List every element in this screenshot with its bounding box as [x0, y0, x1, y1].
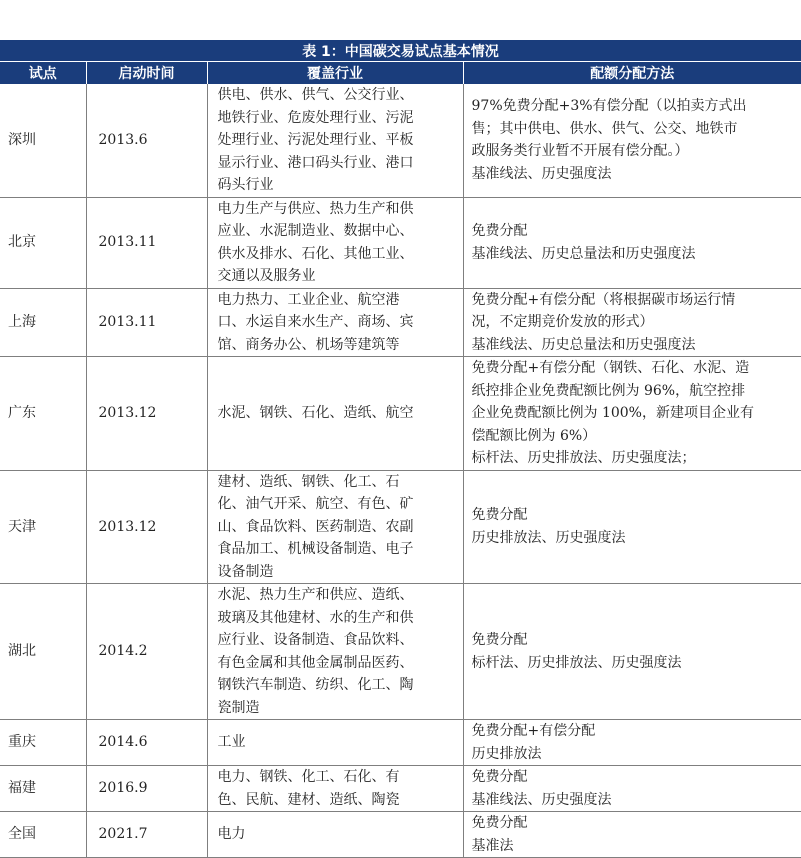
industry-line: 食品加工、机械设备制造、电子 — [217, 541, 414, 557]
cell-city: 全国 — [0, 812, 86, 858]
method-line: 免费分配 — [471, 507, 528, 524]
cell-method — [463, 720, 801, 766]
industry-line: 山、食品饮料、医药制造、农副 — [217, 518, 414, 535]
industry-line: 电力生产与供应、热力生产和供 — [217, 200, 414, 217]
industry-line: 显示行业、港口码头行业、港口 — [217, 154, 414, 171]
table-header-row — [0, 62, 801, 85]
table-row — [0, 197, 801, 288]
industry-line: 水泥、钢铁、石化、造纸、航空 — [217, 405, 414, 421]
cell-city: 天津 — [0, 470, 86, 584]
method-line: 免费分配+有偿分配（钢铁、石化、水泥、造 — [471, 360, 750, 376]
industry-line: 化、油气开采、航空、有色、矿 — [217, 496, 414, 512]
cell-city: 上海 — [0, 288, 86, 357]
header-city: 试点 — [0, 62, 86, 85]
method-line: 免费分配+有偿分配（将根据碳市场运行情 — [471, 291, 736, 308]
cell-start-time: 2013.11 — [86, 288, 207, 357]
cell-city: 深圳 — [0, 84, 86, 197]
industry-line: 应行业、设备制造、食品饮料、 — [217, 632, 414, 648]
cell-city: 北京 — [0, 197, 86, 288]
cell-industry — [207, 584, 463, 720]
industry-line: 工业 — [217, 734, 246, 751]
method-line: 免费分配 — [471, 632, 528, 648]
cell-city: 福建 — [0, 766, 86, 812]
industry-line: 建材、造纸、钢铁、化工、石 — [217, 473, 400, 490]
cell-method — [463, 357, 801, 471]
industry-line: 应业、水泥制造业、数据中心、 — [217, 223, 414, 239]
method-line: 售；其中供电、供水、供气、公交、地铁市 — [471, 120, 738, 137]
table-row — [0, 357, 801, 471]
header-industry: 覆盖行业 — [207, 62, 463, 85]
method-line: 基准线法、历史强度法 — [471, 165, 612, 182]
industry-line: 码头行业 — [217, 177, 274, 193]
industry-line: 处理行业、污泥处理行业、平板 — [217, 132, 414, 148]
table-row — [0, 584, 801, 720]
table-title-row — [0, 40, 801, 62]
table-title: 表 1：中国碳交易试点基本情况 — [0, 40, 801, 62]
cell-city: 重庆 — [0, 720, 86, 766]
table-row — [0, 720, 801, 766]
cell-industry — [207, 766, 463, 812]
cell-industry — [207, 288, 463, 357]
pilot-table — [0, 40, 801, 858]
table-body — [0, 84, 801, 858]
method-line: 标杆法、历史排放法、历史强度法 — [471, 654, 682, 671]
table-row — [0, 766, 801, 812]
method-line: 历史排放法 — [471, 745, 542, 762]
method-line: 基准线法、历史总量法和历史强度法 — [471, 245, 696, 262]
header-method: 配额分配方法 — [463, 62, 801, 85]
industry-line: 设备制造 — [217, 563, 274, 580]
cell-method — [463, 766, 801, 812]
method-line: 基准线法、历史总量法和历史强度法 — [471, 336, 696, 353]
cell-start-time: 2021.7 — [86, 812, 207, 858]
method-line: 基准法 — [471, 837, 514, 854]
industry-line: 钢铁汽车制造、纺织、化工、陶 — [217, 677, 414, 693]
cell-method — [463, 197, 801, 288]
industry-line: 供电、供水、供气、公交行业、 — [217, 87, 414, 103]
cell-city: 广东 — [0, 357, 86, 471]
cell-industry — [207, 357, 463, 471]
cell-industry — [207, 470, 463, 584]
method-line: 免费分配+有偿分配 — [471, 723, 596, 739]
cell-industry — [207, 812, 463, 858]
method-line: 97%免费分配+3%有偿分配（以拍卖方式出 — [471, 98, 747, 115]
cell-method — [463, 84, 801, 197]
method-line: 偿配额比例为 6%） — [471, 427, 597, 444]
cell-start-time: 2014.6 — [86, 720, 207, 766]
cell-method — [463, 812, 801, 858]
industry-line: 电力、钢铁、化工、石化、有 — [217, 769, 400, 785]
cell-industry — [207, 720, 463, 766]
cell-industry — [207, 84, 463, 197]
industry-line: 地铁行业、危废处理行业、污泥 — [217, 109, 414, 126]
header-start-time: 启动时间 — [86, 62, 207, 85]
table-row — [0, 288, 801, 357]
industry-line: 电力热力、工业企业、航空港 — [217, 291, 400, 308]
cell-start-time: 2013.12 — [86, 357, 207, 471]
method-line: 免费分配 — [471, 223, 528, 239]
method-line: 基准线法、历史强度法 — [471, 791, 612, 808]
industry-line: 水泥、热力生产和供应、造纸、 — [217, 587, 414, 603]
method-line: 况，不定期竞价发放的形式） — [471, 314, 654, 330]
method-line: 纸控排企业免费配额比例为 96%，航空控排 — [471, 382, 746, 399]
industry-line: 供水及排水、石化、其他工业、 — [217, 245, 414, 262]
method-line: 历史排放法、历史强度法 — [471, 529, 626, 546]
table-row — [0, 470, 801, 584]
cell-start-time: 2014.2 — [86, 584, 207, 720]
cell-method — [463, 470, 801, 584]
cell-start-time: 2013.12 — [86, 470, 207, 584]
industry-line: 瓷制造 — [217, 699, 260, 716]
table-row — [0, 84, 801, 197]
industry-line: 有色金属和其他金属制品医药、 — [217, 654, 414, 671]
industry-line: 色、民航、建材、造纸、陶瓷 — [217, 791, 400, 808]
cell-industry — [207, 197, 463, 288]
cell-city: 湖北 — [0, 584, 86, 720]
industry-line: 玻璃及其他建材、水的生产和供 — [217, 609, 414, 626]
industry-line: 电力 — [217, 826, 246, 843]
method-line: 免费分配 — [471, 769, 528, 785]
industry-line: 口、水运自来水生产、商场、宾 — [217, 314, 414, 330]
cell-method — [463, 584, 801, 720]
cell-start-time: 2016.9 — [86, 766, 207, 812]
method-line: 标杆法、历史排放法、历史强度法； — [471, 450, 696, 466]
industry-line: 交通以及服务业 — [217, 268, 316, 284]
cell-method — [463, 288, 801, 357]
industry-line: 馆、商务办公、机场等建筑等 — [217, 336, 400, 353]
method-line: 免费分配 — [471, 815, 528, 831]
method-line: 企业免费配额比例为 100%，新建项目企业有 — [471, 405, 754, 421]
cell-start-time: 2013.11 — [86, 197, 207, 288]
cell-start-time: 2013.6 — [86, 84, 207, 197]
method-line: 政服务类行业暂不开展有偿分配。） — [471, 143, 689, 160]
table-row — [0, 812, 801, 858]
